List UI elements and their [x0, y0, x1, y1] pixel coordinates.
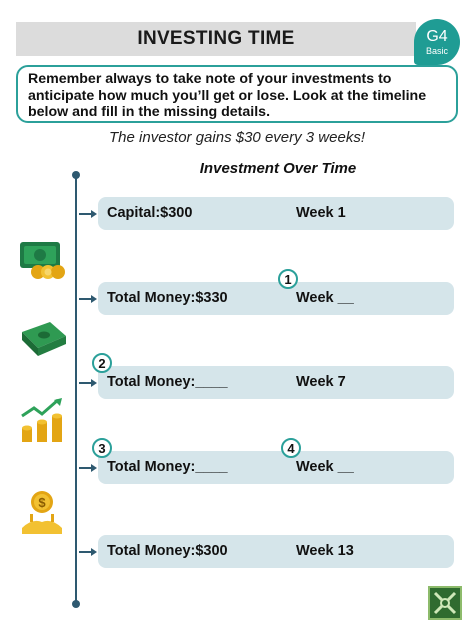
growth-coins-icon: [18, 398, 66, 444]
brand-logo-icon: [432, 590, 458, 616]
level-label: Basic: [425, 45, 448, 56]
grade-label: G4: [426, 27, 448, 45]
timeline-arrow: [79, 382, 95, 384]
timeline-row-4: [98, 451, 454, 484]
money-stack-icon: [18, 318, 68, 360]
subtitle: The investor gains $30 every 3 weeks!: [109, 129, 365, 146]
instruction-box: [16, 65, 458, 123]
week-field[interactable]: Week __: [296, 290, 354, 306]
timeline-row-2: [98, 282, 454, 315]
timeline-title: Investment Over Time: [199, 160, 357, 177]
timeline-row-1: [98, 197, 454, 230]
timeline-start-dot: [72, 171, 80, 179]
timeline-arrow: [79, 467, 95, 469]
page-title: INVESTING TIME: [137, 28, 295, 49]
timeline-arrow: [79, 213, 95, 215]
money-field[interactable]: Total Money:____: [107, 374, 228, 390]
instruction-text: Remember always to take note of your investments to anticipate how much you’ll get or lose. Look at the timeline below and fill in the missing details.: [28, 71, 427, 120]
timeline-line: [75, 174, 77, 604]
svg-text:$: $: [38, 495, 46, 510]
dollar-hand-icon: [18, 488, 66, 536]
money-field[interactable]: Total Money:____: [107, 459, 228, 475]
question-number-badge: 4: [281, 438, 301, 458]
title-bar: [16, 22, 416, 56]
brand-logo: [428, 586, 462, 620]
timeline-row-3: [98, 366, 454, 399]
question-number-badge: 2: [92, 353, 112, 373]
question-number-badge: 3: [92, 438, 112, 458]
timeline-arrow: [79, 551, 95, 553]
cash-coins-icon: [18, 238, 66, 284]
grade-badge: [414, 19, 460, 65]
question-number-badge: 1: [278, 269, 298, 289]
week-field[interactable]: Week __: [296, 459, 354, 475]
week-field: Week 7: [296, 374, 346, 390]
money-field: Total Money:$330: [107, 290, 228, 306]
money-field: Total Money:$300: [107, 543, 228, 559]
timeline-row-5: [98, 535, 454, 568]
timeline-end-dot: [72, 600, 80, 608]
week-field: Week 1: [296, 205, 346, 221]
timeline-arrow: [79, 298, 95, 300]
money-field: Capital:$300: [107, 205, 193, 221]
week-field: Week 13: [296, 543, 354, 559]
